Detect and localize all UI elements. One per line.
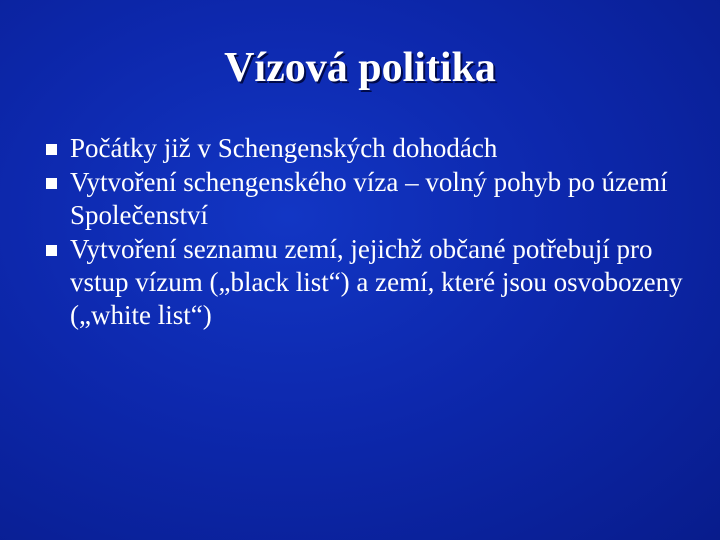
- bullet-item-1: [46, 132, 686, 165]
- slide-title: Vízová politika: [224, 45, 496, 91]
- bullet-list: [46, 132, 686, 333]
- square-bullet-icon: [46, 178, 57, 189]
- square-bullet-icon: [46, 144, 57, 155]
- bullet-item-2: [46, 166, 686, 232]
- bullet-text-2: Vytvoření schengenského víza – volný pohyb po území Společenství: [70, 167, 668, 230]
- bullet-item-3: [46, 233, 686, 332]
- bullet-text-1: Počátky již v Schengenských dohodách: [70, 133, 498, 163]
- square-bullet-icon: [46, 245, 57, 256]
- bullet-text-3: Vytvoření seznamu zemí, jejichž občané potřebují pro vstup vízum („black list“) a zemí, které jsou osvobozeny („white list“): [70, 234, 683, 330]
